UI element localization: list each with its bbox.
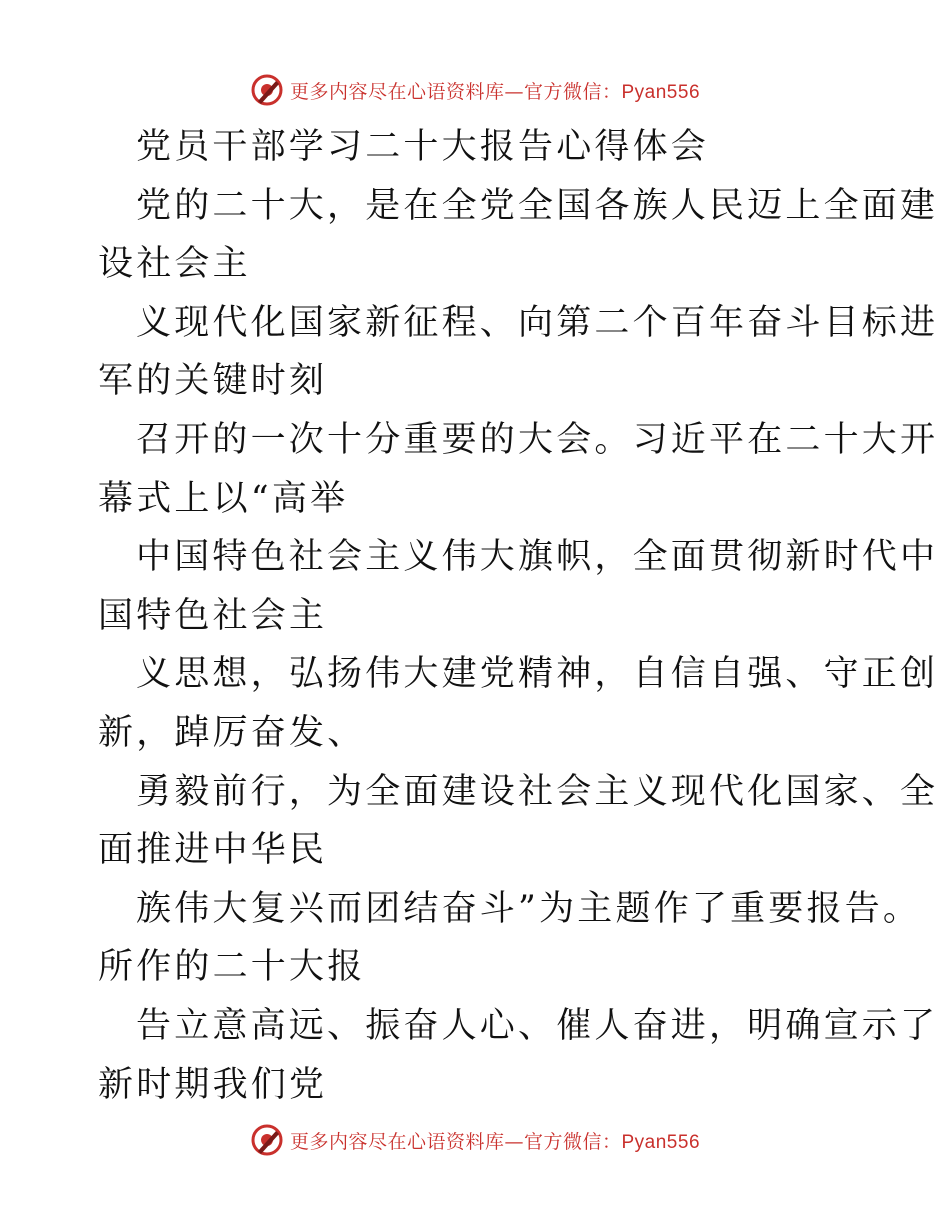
text-line: 义思想，弘扬伟大建党精神，自信自强、守正创 [136,654,939,695]
text-line: 族伟大复兴而团结奋斗”为主题作了重要报告。 [136,888,922,929]
document-body [98,118,939,1114]
text-line: 军的关键时刻 [98,361,328,402]
text-line: 勇毅前行，为全面建设社会主义现代化国家、全 [136,771,939,812]
text-line: 幕式上以“高举 [98,478,349,519]
text-line: 党的二十大，是在全党全国各族人民迈上全面建 [136,185,939,226]
text-line: 国特色社会主 [98,595,328,636]
text-line: 所作的二十大报 [98,947,366,988]
watermark-text: 更多内容尽在心语资料库—官方微信：Pyan556 [289,80,701,103]
pen-logo-icon [250,1123,284,1157]
text-line: 新，踔厉奋发、 [98,712,366,753]
pen-logo-icon [250,73,284,107]
text-line: 设社会主 [98,244,251,285]
text-line: 义现代化国家新征程、向第二个百年奋斗目标进 [136,302,939,343]
text-line: 党员干部学习二十大报告心得体会 [136,127,710,167]
header-watermark [0,70,950,110]
text-line: 召开的一次十分重要的大会。习近平在二十大开 [136,419,939,460]
footer-watermark [0,1120,950,1160]
text-line: 面推进中华民 [98,830,328,871]
text-line: 新时期我们党 [98,1064,328,1105]
watermark-text: 更多内容尽在心语资料库—官方微信：Pyan556 [289,1130,701,1153]
text-line: 中国特色社会主义伟大旗帜，全面贯彻新时代中 [136,537,939,578]
text-line: 告立意高远、振奋人心、催人奋进，明确宣示了 [136,1005,939,1046]
